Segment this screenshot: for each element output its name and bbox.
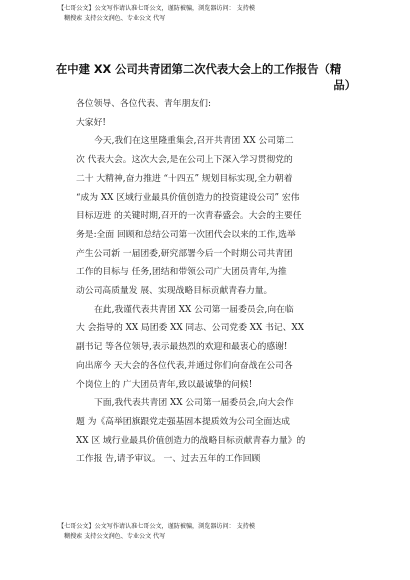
body-line: 工作报 告,请予审议。 一、过去五年的工作回顾 bbox=[76, 454, 261, 465]
paragraph-report-intro bbox=[76, 394, 346, 469]
body-line: 各位领导、各位代表、青年朋友们: bbox=[76, 99, 211, 109]
document-title bbox=[56, 62, 356, 94]
body-line: 题 为《高举团旗跟党走强基固本提质效为公司全面达成 bbox=[76, 416, 290, 427]
body-line: 大家好! bbox=[76, 117, 106, 128]
body-line: 务是:全面 回顾和总结公司第一次团代会以来的工作,选举 bbox=[76, 229, 296, 240]
body-line: 个岗位上的 广大团员青年,致以最诚挚的问候! bbox=[76, 379, 253, 390]
greeting-line bbox=[76, 95, 346, 114]
body-line: 向出席今 天大会的各位代表,并通过你们向奋战在公司各 bbox=[76, 360, 293, 371]
title-line-1: 在中建 XX 公司共青团第二次代表大会上的工作报告（精 bbox=[56, 63, 342, 76]
body-line: 下面,我代表共青团 XX 公司第一届委员会,向大会作 bbox=[94, 398, 294, 409]
footer-line-2: 糊搜索 支持公文润色、专业公文 代写 bbox=[64, 533, 166, 540]
body-line: 大 会指导的 XX 局团委 XX 同志、公司党委 XX 书记、XX bbox=[76, 323, 305, 334]
body-line: 动公司高质量发 展、实现战略目标贡献青春力量。 bbox=[76, 286, 273, 297]
body-line: 目标迈进 的关键时期,召开的一次青春盛会。大会的主要任 bbox=[76, 211, 302, 222]
document-body bbox=[76, 95, 346, 469]
body-line: XX 区 域行业最具价值创造力的战略目标贡献青春力量》的 bbox=[76, 435, 306, 446]
body-line: 在此,我谨代表共青团 XX 公司第一届委员会,向在临 bbox=[94, 304, 294, 315]
paragraph-thanks bbox=[76, 301, 346, 395]
body-line: 次 代表大会。这次大会,是在公司上下深入学习贯彻党的 bbox=[76, 155, 293, 166]
top-header-notice bbox=[58, 4, 358, 24]
header-line-2: 糊搜索 支持公文润色、专业公文 代写 bbox=[64, 15, 166, 22]
bottom-footer-notice bbox=[58, 522, 358, 542]
body-line: 工作的目标与 任务,团结和带领公司广大团员青年,为推 bbox=[76, 267, 287, 278]
body-line: 产生公司新 一届团委,研究部署今后一个时期公司共青团 bbox=[76, 248, 293, 259]
body-line: 副书记 等各位领导,表示最热烈的欢迎和最衷心的感谢! bbox=[76, 342, 288, 353]
paragraph-opening bbox=[76, 132, 346, 300]
greeting-hello bbox=[76, 114, 346, 133]
footer-line-1: 【七哥公文】公文写作请认准七哥公文，谨防被骗，浏览器访问： 支持模 bbox=[58, 523, 255, 530]
title-line-2: 品） bbox=[333, 79, 356, 92]
body-line: “成为 XX 区域行业最具价值创造力的投资建设公司” 宏伟 bbox=[76, 192, 300, 203]
header-line-1: 【七哥公文】公文写作请认准七哥公文，谨防被骗，浏览器访问： 支持模 bbox=[58, 5, 255, 12]
body-line: 今天,我们在这里隆重集会,召开共青团 XX 公司第二 bbox=[94, 136, 294, 147]
body-line: 二十 大精神,奋力推进 “十四五” 规划目标实现,全力朝着 bbox=[76, 173, 293, 184]
